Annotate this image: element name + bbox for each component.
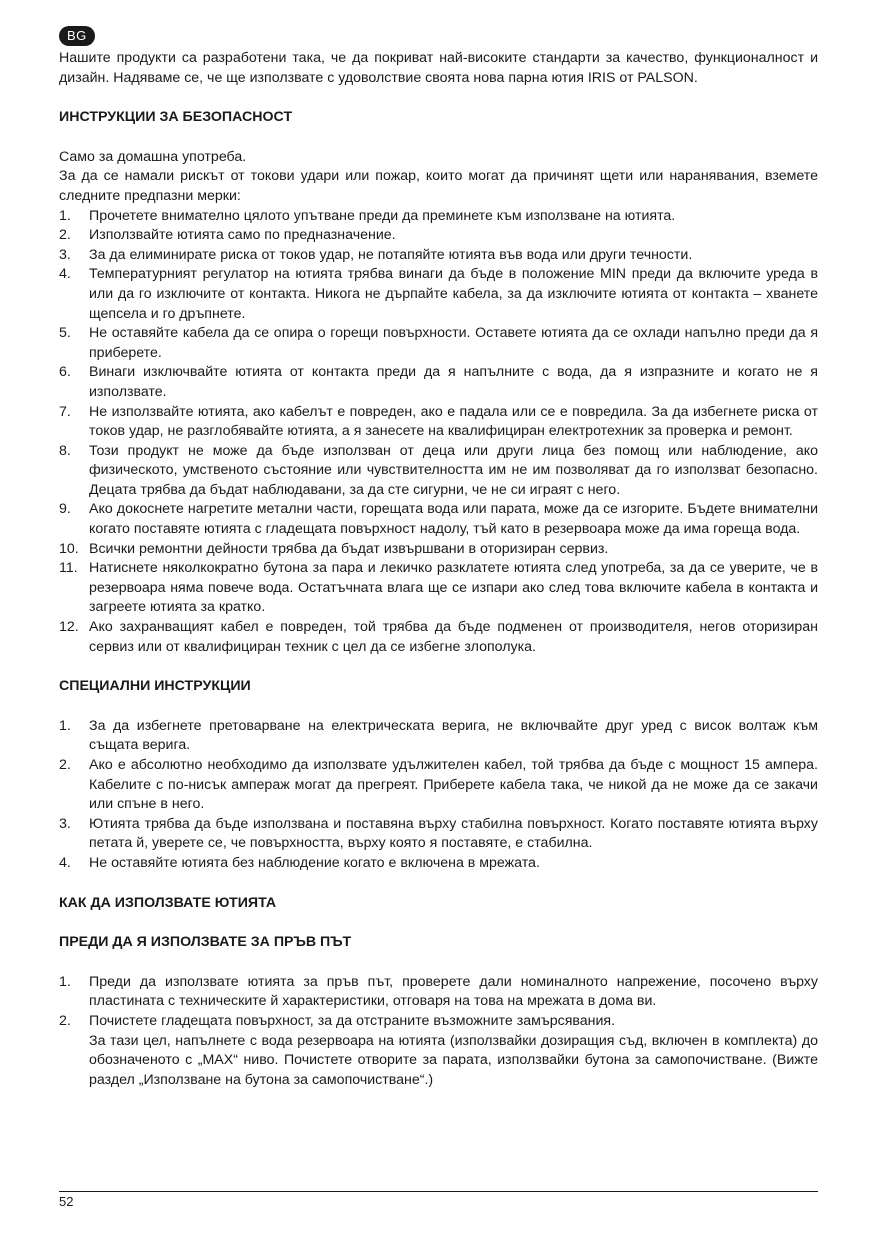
item-number: 2. — [59, 757, 71, 773]
item-extra-text: За тази цел, напълнете с вода резервоара на ютията (използвайки дозиращия съд, включен в комплекта) до обозначеното с „MAX“ ниво. Почистете отворите за парата, използвайки бутона за самопочистване. (Вижте раздел „Използване на бутона за самопочистване“.) — [89, 1032, 818, 1088]
list-item — [59, 717, 818, 756]
item-number: 7. — [59, 403, 71, 420]
list-item — [59, 324, 818, 363]
list-item — [59, 265, 818, 324]
item-number: 2. — [59, 227, 71, 244]
list-item — [59, 559, 818, 618]
list-item — [59, 540, 818, 560]
item-number: 3. — [59, 246, 71, 263]
item-text: Винаги изключвайте ютията от контакта преди да я напълните с вода, да я изпразните и когато не я използвате. — [89, 364, 818, 400]
item-text: Температурният регулатор на ютията трябва винаги да бъде в положение MIN преди да включите уреда в или да го изключите от контакта. Никога не дърпайте кабела, за да изключите ютията от контакта – хванете щепсела и го дръпнете. — [89, 266, 818, 322]
first-use-list — [59, 973, 818, 1091]
list-item — [59, 756, 818, 815]
item-number: 1. — [59, 207, 71, 224]
intro-paragraph: Нашите продукти са разработени така, че да покриват най-високите стандарти за качество, функционалност и дизайн. Надяваме се, че ще използвате с удоволствие своята нова парна ютия IRIS от PALSON. — [59, 50, 818, 86]
list-item — [59, 618, 818, 657]
list-item — [59, 226, 818, 246]
special-heading: СПЕЦИАЛНИ ИНСТРУКЦИИ — [59, 678, 251, 695]
item-number: 1. — [59, 717, 71, 734]
list-item — [59, 363, 818, 402]
item-text: Ако докоснете нагретите метални части, горещата вода или парата, може да се изгорите. Бъдете внимателни когато поставяте ютията с гладещата повърхност надолу, тъй като в резервоара може да има гореща вода. — [89, 501, 818, 538]
item-text: Прочетете внимателно цялото упътване преди да преминете към използване на ютията. — [89, 207, 676, 224]
list-item — [59, 854, 818, 874]
item-number: 4. — [59, 854, 71, 871]
list-item — [59, 500, 818, 539]
item-text: За да избегнете претоварване на електрическата верига, не включвайте друг уред с висок волтаж към същата верига. — [89, 717, 818, 754]
list-item — [59, 403, 818, 442]
item-text: Почистете гладещата повърхност, за да отстраните възможните замърсявания. — [89, 1012, 616, 1029]
list-item — [59, 246, 818, 266]
item-number: 9. — [59, 501, 71, 518]
item-text: Не използвайте ютията, ако кабелът е повреден, ако е падала или се е повредила. За да избегнете риска от токов удар, не разглобявайте ютията, а я занесете на квалифициран електротехник за проверка и ремонт. — [89, 403, 818, 440]
safety-heading: ИНСТРУКЦИИ ЗА БЕЗОПАСНОСТ — [59, 109, 293, 126]
item-number: 6. — [59, 364, 71, 381]
list-item — [59, 207, 818, 227]
item-text: Този продукт не може да бъде използван от деца или други лица без помощ или наблюдение, ако физическото, умственото състояние или чувствителността им не им позволяват да го използват безопасно. Децата трябва да бъдат наблюдавани, за да сте сигурни, че не си играят с него. — [89, 442, 818, 498]
item-text: Всички ремонтни дейности трябва да бъдат извършвани в оторизиран сервиз. — [89, 540, 609, 557]
first-use-heading: ПРЕДИ ДА Я ИЗПОЛЗВАТЕ ЗА ПРЪВ ПЪТ — [59, 934, 352, 951]
footer-divider — [59, 1191, 818, 1192]
list-item — [59, 815, 818, 854]
item-number: 5. — [59, 325, 71, 342]
howto-heading: КАК ДА ИЗПОЛЗВАТЕ ЮТИЯТА — [59, 894, 277, 911]
safety-list — [59, 207, 818, 658]
special-list — [59, 717, 818, 874]
language-badge: BG — [59, 26, 95, 46]
item-text: Ютията трябва да бъде използвана и поставяна върху стабилна повърхност. Когато поставяте ютията върху петата й, уверете се, че повърхността, върху която я поставяте, е стабилна. — [89, 815, 818, 852]
item-number: 8. — [59, 442, 71, 459]
safety-line-1: Само за домашна употреба. — [59, 148, 247, 165]
item-number: 4. — [59, 266, 71, 283]
item-number: 11. — [59, 560, 78, 577]
item-number: 10. — [59, 540, 79, 557]
item-text: Ако е абсолютно необходимо да използвате удължителен кабел, той трябва да бъде с мощност 15 ампера. Кабелите с по-нисък ампераж могат да прегреят. Приберете кабела така, че никой да не може да се закачи или спъне в него. — [89, 757, 818, 813]
item-text: Преди да използвате ютията за пръв път, проверете дали номиналното напрежение, посочено върху пластината с техническите й характеристики, отговаря на това на мрежата в дома ви. — [89, 973, 818, 1010]
item-text: Не оставяйте ютията без наблюдение когато е включена в мрежата. — [89, 854, 540, 871]
item-text: За да елиминирате риска от токов удар, не потапяйте ютията във вода или други течности. — [89, 246, 693, 263]
list-item — [59, 442, 818, 501]
item-text: Използвайте ютията само по предназначение. — [89, 227, 396, 244]
item-number: 12. — [59, 619, 79, 636]
list-item — [59, 973, 818, 1012]
item-text: Не оставяйте кабела да се опира о горещи повърхности. Оставете ютията да се охлади напълно преди да я приберете. — [89, 325, 818, 361]
item-number: 1. — [59, 973, 71, 990]
item-text: Ако захранващият кабел е повреден, той трябва да бъде подменен от производителя, негов оторизиран сервиз или от квалифициран техник с цел да се избегне злополука. — [89, 619, 818, 655]
item-number: 3. — [59, 815, 71, 832]
page-number: 52 — [59, 1194, 74, 1209]
item-text: Натиснете няколкократно бутона за пара и лекичко разклатете ютията след употреба, за да се уверите, че в резервоара няма повече вода. Остатъчната влага ще се изпари ако след това включите кабела в контакта и загреете ютията за кратко. — [89, 560, 818, 616]
item-number: 2. — [59, 1012, 71, 1029]
list-item — [59, 1012, 818, 1090]
document-page — [59, 26, 818, 1090]
safety-line-2: За да се намали рискът от токови удари или пожар, които могат да причинят щети или наранявания, вземете следните предпазни мерки: — [59, 168, 818, 204]
